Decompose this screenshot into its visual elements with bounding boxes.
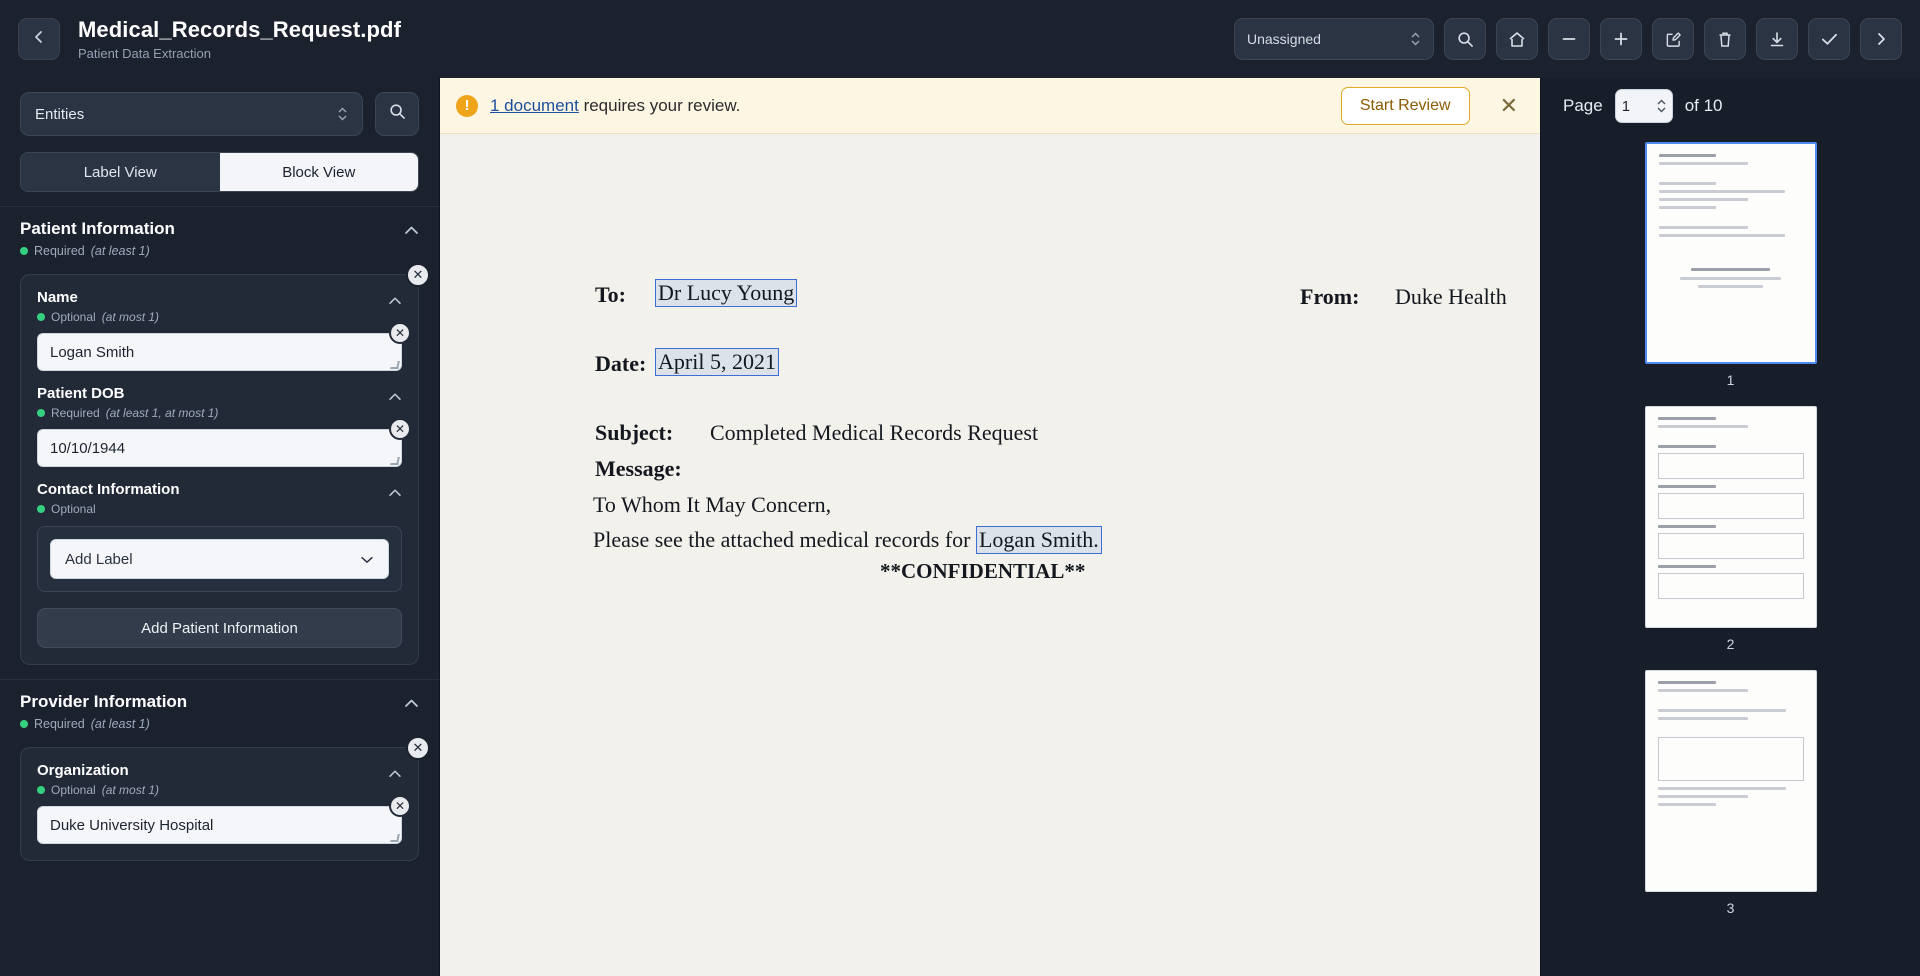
chevron-updown-icon <box>1410 31 1421 47</box>
next-button[interactable] <box>1860 18 1902 60</box>
status-dot-icon <box>20 720 28 728</box>
search-button[interactable] <box>1444 18 1486 60</box>
doc-confidential-note: **CONFIDENTIAL** <box>880 559 1086 583</box>
tab-block-view[interactable]: Block View <box>220 153 419 191</box>
doc-date-label: Date: <box>595 351 647 376</box>
entity-card-provider-information <box>20 740 424 861</box>
sidebar-search-button[interactable] <box>375 92 419 136</box>
group-requirement <box>20 244 175 258</box>
chevron-down-icon <box>360 551 374 568</box>
page-canvas[interactable] <box>440 134 1540 976</box>
notice-text <box>490 96 740 116</box>
top-bar-actions <box>1234 0 1902 78</box>
trash-icon <box>1717 31 1733 48</box>
page-number-input[interactable] <box>1622 98 1656 115</box>
chevron-updown-icon[interactable] <box>1656 98 1667 114</box>
add-patient-information-button[interactable]: Add Patient Information <box>37 608 402 648</box>
tab-label-view[interactable]: Label View <box>21 153 220 191</box>
doc-body-line-2-prefix: Please see the attached medical records for <box>593 527 976 552</box>
chevron-up-icon[interactable] <box>388 481 402 500</box>
doc-from-value: Duke Health <box>1395 284 1507 309</box>
notice-link[interactable]: 1 document <box>490 95 579 115</box>
field-label: Name <box>37 289 78 306</box>
group-title: Provider Information <box>20 692 188 711</box>
add-label-value: Add Label <box>65 550 133 568</box>
field-value-wrap <box>37 326 406 371</box>
page-total-label: of 10 <box>1684 96 1723 115</box>
pages-header <box>1541 78 1920 134</box>
doc-patient-name-highlight[interactable]: Logan Smith. <box>976 526 1102 554</box>
group-header-text <box>20 219 175 258</box>
document-title-block <box>78 17 401 61</box>
field-requirement-detail: (at least 1, at most 1) <box>105 406 219 420</box>
thumbnail-caption: 3 <box>1726 900 1735 916</box>
field-requirement-label: Required <box>51 406 100 420</box>
warning-icon: ! <box>456 95 478 117</box>
page-thumbnail-2[interactable] <box>1645 406 1817 628</box>
chevron-up-icon[interactable] <box>388 385 402 404</box>
assignee-select[interactable] <box>1234 18 1434 60</box>
patient-dob-input[interactable] <box>37 429 402 467</box>
field-requirement-label: Optional <box>51 310 96 324</box>
group-header[interactable] <box>0 680 439 741</box>
field-patient-dob <box>37 385 406 467</box>
field-value-wrap <box>37 422 406 467</box>
entity-list[interactable] <box>0 206 439 976</box>
doc-date-value[interactable]: April 5, 2021 <box>655 348 779 376</box>
status-dot-icon <box>37 505 45 513</box>
field-header <box>37 385 402 420</box>
zoom-in-button[interactable] <box>1600 18 1642 60</box>
entities-sidebar <box>0 78 440 976</box>
notice-rest: requires your review. <box>578 95 741 115</box>
page-thumbnail-1[interactable] <box>1645 142 1817 364</box>
organization-input[interactable] <box>37 806 402 844</box>
doc-subject-label: Subject: <box>595 420 674 445</box>
delete-button[interactable] <box>1704 18 1746 60</box>
home-icon <box>1508 31 1526 48</box>
chevron-updown-icon <box>337 106 348 122</box>
thumbnail-caption: 1 <box>1726 372 1735 388</box>
assignee-value: Unassigned <box>1247 31 1321 47</box>
group-provider-information <box>0 679 439 861</box>
field-requirement <box>37 783 159 797</box>
field-contact-information <box>37 481 402 592</box>
chevron-up-icon[interactable] <box>388 289 402 308</box>
status-dot-icon <box>37 409 45 417</box>
group-requirement-detail: (at least 1) <box>90 717 150 731</box>
download-button[interactable] <box>1756 18 1798 60</box>
view-toggle <box>20 152 419 192</box>
status-dot-icon <box>37 786 45 794</box>
start-review-button[interactable]: Start Review <box>1341 87 1470 125</box>
field-label: Contact Information <box>37 481 180 498</box>
doc-message-label: Message: <box>595 456 682 481</box>
field-requirement <box>37 406 218 420</box>
top-bar <box>0 0 1920 78</box>
thumbnail-caption: 2 <box>1726 636 1735 652</box>
field-label: Patient DOB <box>37 385 125 402</box>
page-thumbnails[interactable] <box>1541 134 1920 976</box>
doc-body-line-2 <box>593 526 1102 554</box>
field-header-text <box>37 289 159 324</box>
add-label-select[interactable] <box>50 539 389 579</box>
thumbnail-item[interactable] <box>1541 406 1920 652</box>
review-notice-banner <box>440 78 1540 134</box>
plus-icon <box>1613 31 1629 47</box>
sidebar-control-row <box>20 92 419 136</box>
group-header[interactable] <box>0 207 439 268</box>
page-thumbnail-3[interactable] <box>1645 670 1817 892</box>
document-viewer <box>440 78 1540 976</box>
doc-subject-value: Completed Medical Records Request <box>710 420 1039 445</box>
page-title: Medical_Records_Request.pdf <box>78 17 402 42</box>
search-icon <box>389 103 406 125</box>
chevron-up-icon[interactable] <box>388 762 402 781</box>
home-button[interactable] <box>1496 18 1538 60</box>
group-header-text <box>20 692 187 731</box>
group-patient-information <box>0 206 439 665</box>
remove-card-button[interactable]: ✕ <box>406 263 430 287</box>
chevron-right-icon <box>1875 32 1887 46</box>
entity-type-value: Entities <box>35 105 85 123</box>
clear-value-button[interactable]: ✕ <box>389 418 411 440</box>
edit-button[interactable] <box>1652 18 1694 60</box>
remove-card-button[interactable]: ✕ <box>406 736 430 760</box>
field-requirement <box>37 502 180 516</box>
check-icon <box>1821 32 1838 46</box>
field-requirement-label: Optional <box>51 502 96 516</box>
group-requirement-label: Required <box>34 717 85 731</box>
close-icon[interactable]: ✕ <box>1499 92 1518 118</box>
field-label: Organization <box>37 762 129 779</box>
field-header <box>37 762 402 797</box>
field-requirement <box>37 310 159 324</box>
status-dot-icon <box>37 313 45 321</box>
doc-to-label: To: <box>595 282 626 307</box>
page-subtitle: Patient Data Extraction <box>78 46 211 61</box>
page-label: Page <box>1563 96 1603 115</box>
main-body <box>0 78 1920 976</box>
clear-value-button[interactable]: ✕ <box>389 322 411 344</box>
field-header-text <box>37 481 180 516</box>
thumbnail-item[interactable] <box>1541 670 1920 916</box>
group-title: Patient Information <box>20 219 175 238</box>
doc-to-value[interactable]: Dr Lucy Young <box>655 279 797 307</box>
name-input[interactable] <box>37 333 402 371</box>
group-requirement <box>20 717 187 731</box>
pencil-square-icon <box>1665 31 1682 48</box>
field-header <box>37 481 402 516</box>
field-value-wrap <box>37 799 406 844</box>
contact-information-subcard <box>37 526 402 592</box>
field-name <box>37 289 406 371</box>
chevron-left-icon <box>33 30 45 49</box>
pdf-page-content <box>440 134 1540 583</box>
clear-value-button[interactable]: ✕ <box>389 795 411 817</box>
field-requirement-label: Optional <box>51 783 96 797</box>
sidebar-controls <box>0 78 439 136</box>
back-button[interactable] <box>18 18 60 60</box>
thumbnail-item[interactable] <box>1541 142 1920 388</box>
field-header-text <box>37 385 218 420</box>
pdf-page <box>440 134 1540 976</box>
minus-icon <box>1561 31 1577 47</box>
search-icon <box>1457 31 1474 48</box>
field-header-text <box>37 762 159 797</box>
field-requirement-detail: (at most 1) <box>101 310 160 324</box>
group-requirement-label: Required <box>34 244 85 258</box>
chevron-up-icon[interactable] <box>404 219 419 238</box>
entity-card-patient-information <box>20 267 424 665</box>
group-requirement-detail: (at least 1) <box>90 244 150 258</box>
doc-body-line-1: To Whom It May Concern, <box>593 492 832 517</box>
page-number-stepper[interactable] <box>1615 89 1673 123</box>
doc-from-label: From: <box>1300 284 1360 309</box>
chevron-up-icon[interactable] <box>404 692 419 711</box>
approve-button[interactable] <box>1808 18 1850 60</box>
zoom-out-button[interactable] <box>1548 18 1590 60</box>
download-icon <box>1769 31 1785 48</box>
field-header <box>37 289 402 324</box>
pages-panel <box>1540 78 1920 976</box>
status-dot-icon <box>20 247 28 255</box>
field-organization <box>37 762 406 844</box>
field-requirement-detail: (at most 1) <box>101 783 160 797</box>
entity-type-select[interactable] <box>20 92 363 136</box>
